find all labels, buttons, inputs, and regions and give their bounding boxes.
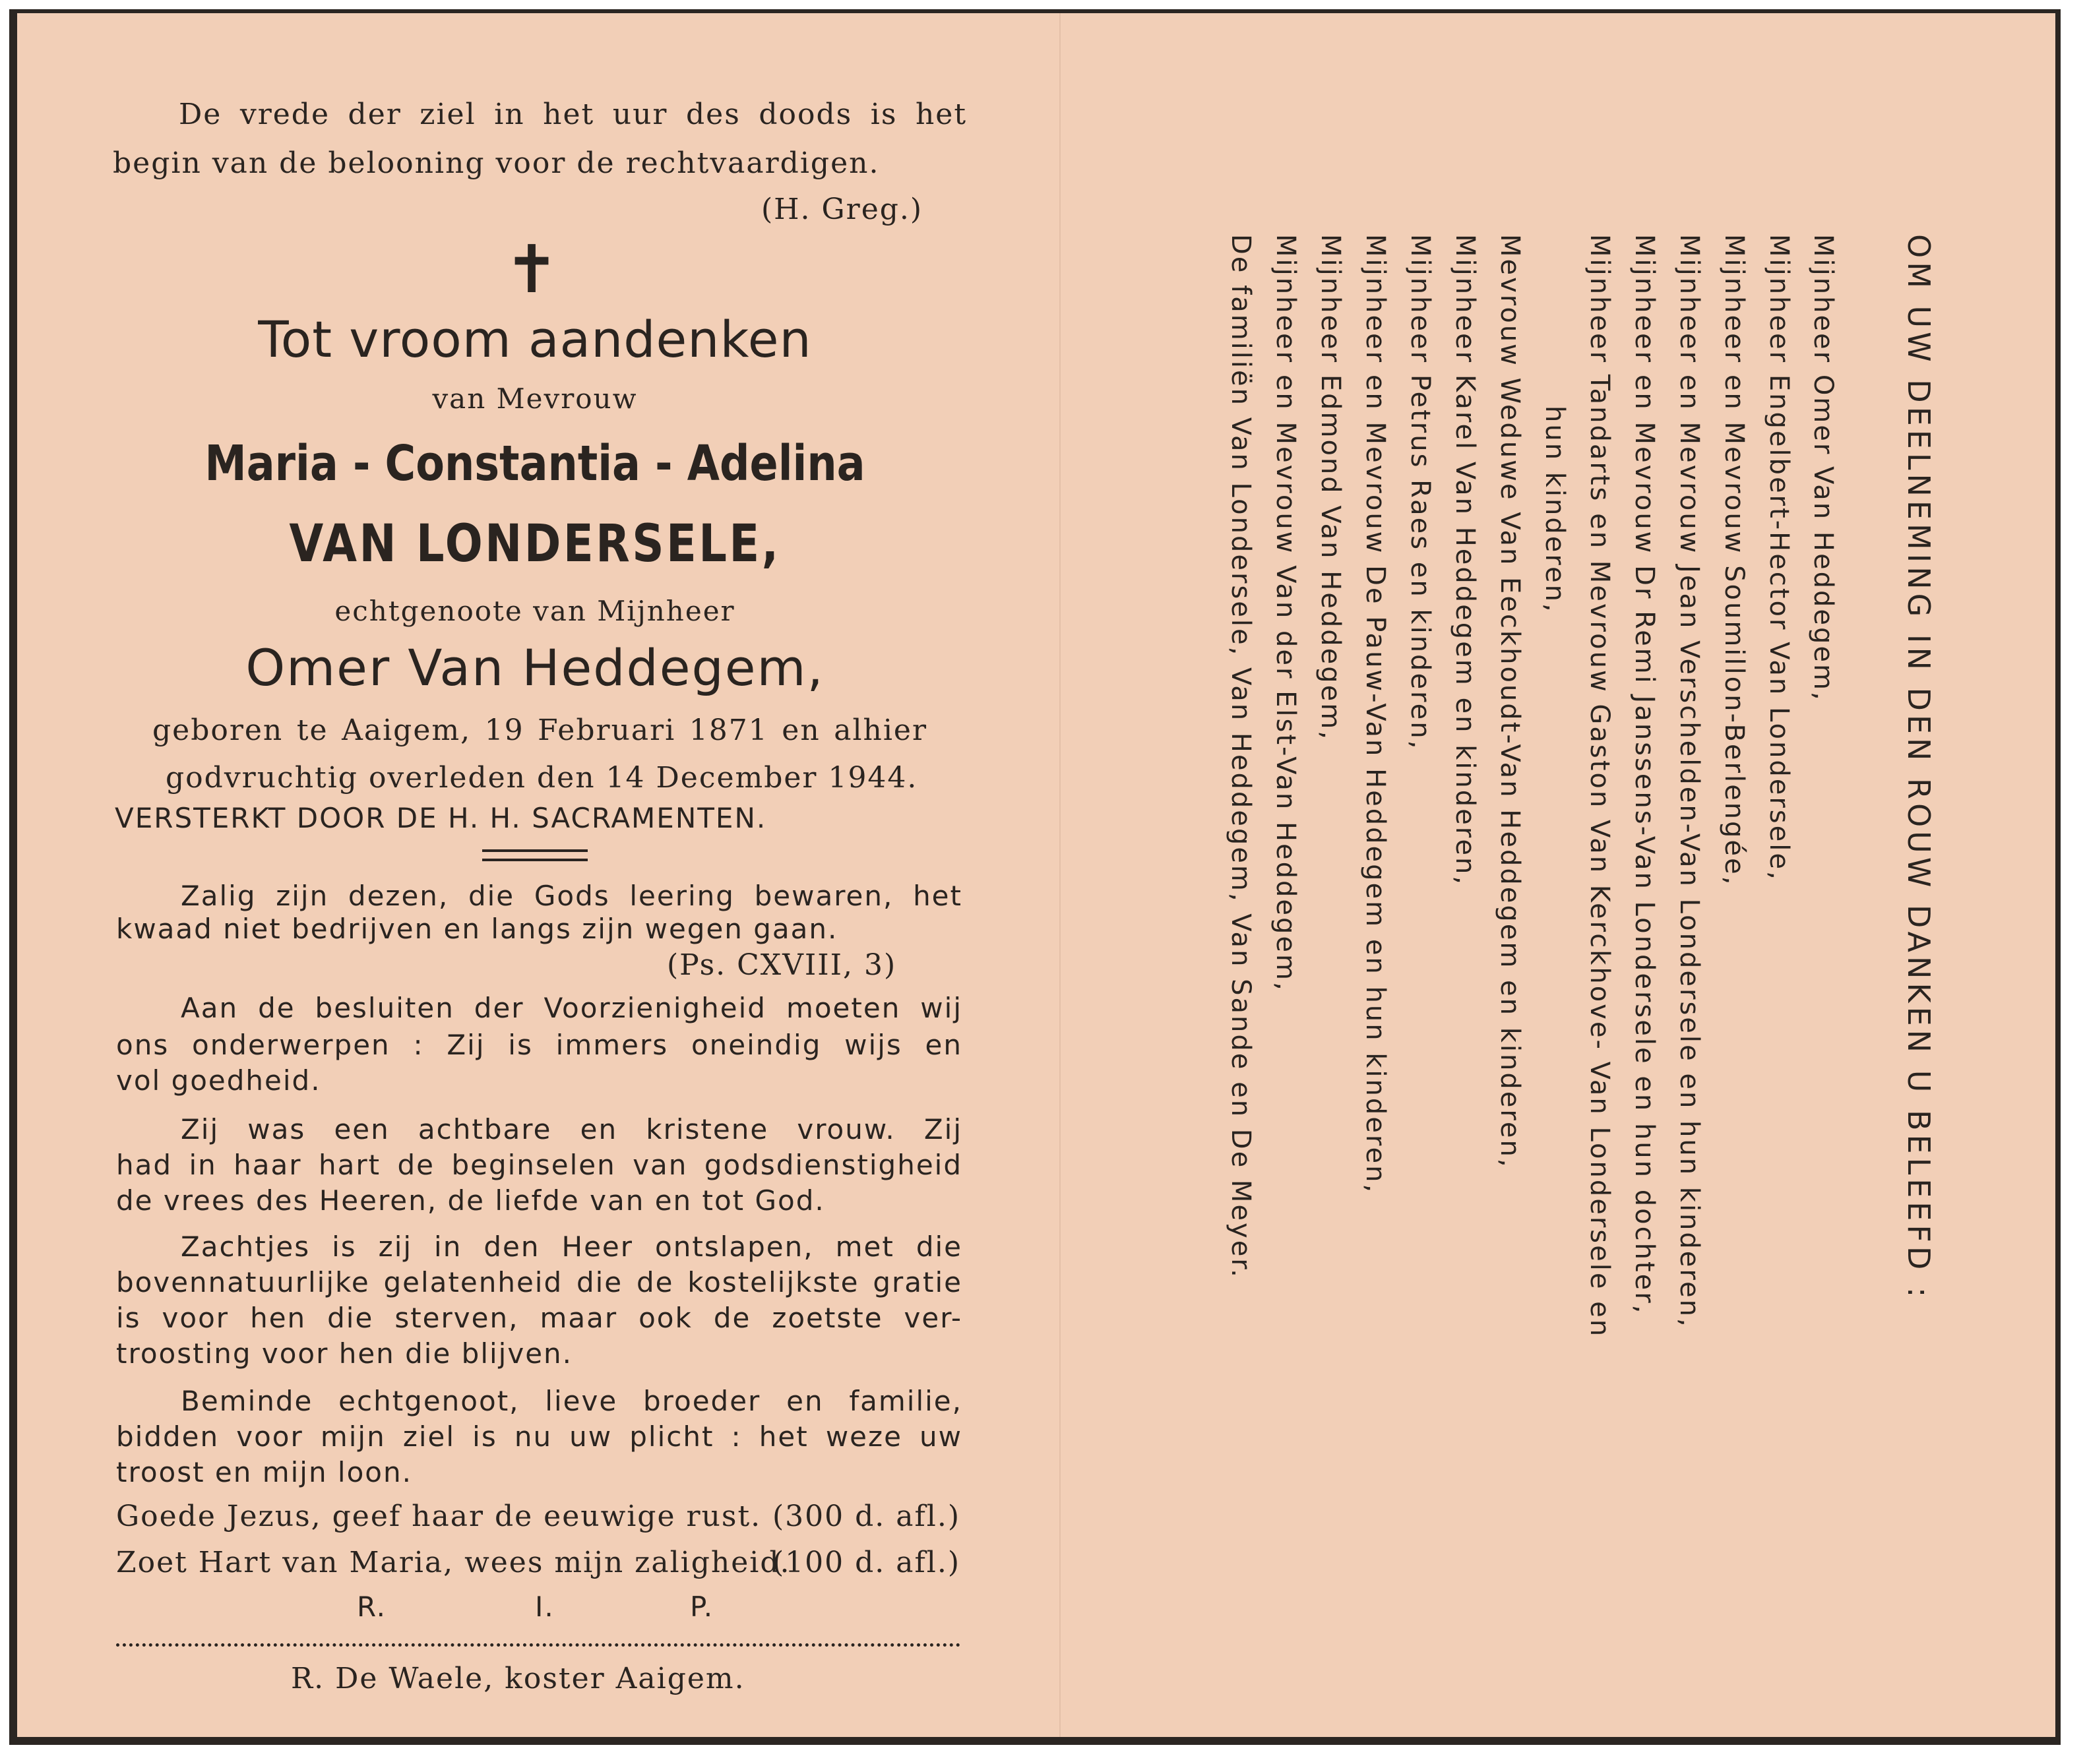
double-rule-top (482, 849, 588, 852)
right-page (1059, 13, 2055, 1737)
psalm-source: (Ps. CXVIII, 3) (667, 948, 897, 982)
family-line-2: Mijnheer Engelbert-Hector Van Londersele, (1764, 234, 1794, 882)
quote-source: (H. Greg.) (761, 193, 923, 226)
family-line-6-cont: hun kinderen, (1540, 406, 1570, 614)
para2-line-2: had in haar hart de beginselen van godsdienstigheid (116, 1149, 962, 1181)
deceased-given-names: Maria - Constantia - Adelina (204, 435, 865, 492)
deceased-surname: VAN LONDERSELE, (289, 514, 781, 574)
family-line-10: Mijnheer en Mevrouw De Pauw-Van Heddegem en hun kinderen, (1360, 234, 1390, 1195)
cross-icon: ✝ (504, 231, 559, 308)
prayer-1-indulgence: (300 d. afl.) (772, 1500, 961, 1533)
thanks-heading: OM UW DEELNEMING IN DEN ROUW DANKEN U BELEEFD : (1901, 234, 1937, 1302)
para3-line-1: Zachtjes is zij in den Heer ontslapen, met die (181, 1231, 962, 1263)
family-line-7: Mevrouw Weduwe Van Eeckhoudt-Van Heddegem en kinderen, (1495, 234, 1525, 1169)
family-line-8: Mijnheer Karel Van Heddegem en kinderen, (1450, 234, 1480, 887)
family-line-4: Mijnheer en Mevrouw Jean Verschelden-Van Londersele en hun kinderen, (1674, 234, 1704, 1329)
prayer-2: Zoet Hart van Maria, wees mijn zaligheid. (116, 1546, 791, 1579)
rip-i: I. (535, 1591, 555, 1623)
psalm-line-2: kwaad niet bedrijven en langs zijn wegen gaan. (116, 913, 838, 945)
double-rule-bottom (482, 859, 588, 861)
family-line-12: Mijnheer en Mevrouw Van der Elst-Van Heddegem, (1270, 234, 1301, 992)
quote-line-1: De vrede der ziel in het uur des doods is het (179, 98, 967, 131)
para3-line-4: troosting voor hen die blijven. (116, 1337, 573, 1370)
family-line-11: Mijnheer Edmond Van Heddegem, (1315, 234, 1346, 741)
para4-line-2: bidden voor mijn ziel is nu uw plicht : het weze uw (116, 1420, 962, 1453)
para1-line-3: vol goedheid. (116, 1064, 321, 1097)
page-title: Tot vroom aandenken (258, 310, 812, 369)
family-line-13: De familiën Van Londersele, Van Heddegem, Van Sande en De Meyer. (1226, 234, 1256, 1279)
rip-r: R. (357, 1591, 387, 1623)
dotted-separator (116, 1643, 960, 1647)
para3-line-2: bovennatuurlijke gelatenheid die de kostelijkste gratie (116, 1266, 962, 1298)
prayer-1: Goede Jezus, geef haar de eeuwige rust. (116, 1500, 762, 1533)
birth-line: geboren te Aaigem, 19 Februari 1871 en alhier (152, 714, 927, 747)
spouse-intro: echtgenoote van Mijnheer (334, 595, 735, 627)
printer-credit: R. De Waele, koster Aaigem. (291, 1662, 745, 1695)
para2-line-3: de vrees des Heeren, de liefde van en tot God. (116, 1184, 825, 1217)
para1-line-1: Aan de besluiten der Voorzienigheid moeten wij (181, 992, 962, 1024)
left-page (17, 13, 1059, 1737)
rip-p: P. (690, 1591, 714, 1623)
quote-line-2: begin van de belooning voor de rechtvaardigen. (113, 146, 880, 180)
para1-line-2: ons onderwerpen : Zij is immers oneindig wijs en (116, 1029, 962, 1061)
sacraments-line: VERSTERKT DOOR DE H. H. SACRAMENTEN. (115, 802, 767, 834)
psalm-line-1: Zalig zijn dezen, die Gods leering bewaren, het (181, 880, 962, 912)
spouse-name: Omer Van Heddegem, (245, 638, 825, 697)
memorial-card (9, 9, 2061, 1745)
van-mevrouw: van Mevrouw (432, 382, 638, 415)
para4-line-3: troost en mijn loon. (116, 1456, 412, 1488)
family-line-6: Mijnheer Tandarts en Mevrouw Gaston Van Kerckhove- Van Londersele en (1584, 234, 1615, 1339)
para3-line-3: is voor hen die sterven, maar ook de zoetste ver- (116, 1302, 962, 1334)
para2-line-1: Zij was een achtbare en kristene vrouw. Zij (181, 1113, 962, 1145)
prayer-2-indulgence: (100 d. afl.) (772, 1546, 961, 1579)
family-line-3: Mijnheer en Mevrouw Soumillon-Berlengée, (1719, 234, 1749, 887)
para4-line-1: Beminde echtgenoot, lieve broeder en familie, (181, 1385, 962, 1417)
family-line-5: Mijnheer en Mevrouw Dr Remi Janssens-Van Londersele en hun dochter, (1629, 234, 1660, 1316)
family-line-1: Mijnheer Omer Van Heddegem, (1808, 234, 1838, 702)
death-line: godvruchtig overleden den 14 December 1944. (166, 761, 918, 795)
family-line-9: Mijnheer Petrus Raes en kinderen, (1405, 234, 1435, 751)
